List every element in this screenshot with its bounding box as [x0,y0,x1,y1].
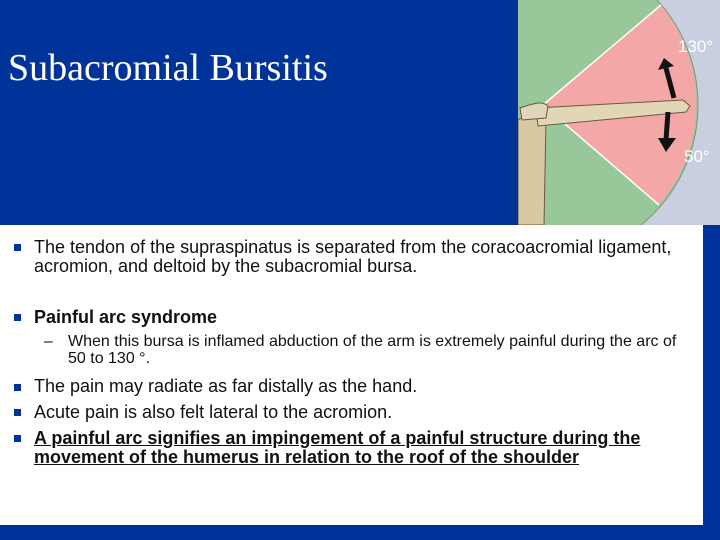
sub-bullet-dash: – [44,333,53,350]
torso-outline [518,113,546,225]
bullet-text: The pain may radiate as far distally as the hand. [34,376,418,396]
right-border [703,225,720,525]
slide-title: Subacromial Bursitis [8,47,328,89]
abduction-arc-figure [518,0,720,225]
angle-label-130: 130° [678,37,714,56]
bullet-marker [14,314,21,321]
bullet-marker [14,435,21,442]
bullet-marker [14,244,21,251]
bullet-text: The tendon of the supraspinatus is separated from the coracoacromial ligament, acromion, and deltoid by the subacromial bursa. [34,237,672,276]
angle-label-50: 50° [684,147,710,166]
bullet-text: Acute pain is also felt lateral to the acromion. [34,402,393,422]
arc-diagram [518,0,720,225]
arrow-down-icon [666,112,668,140]
bullet-text: A painful arc signifies an impingement of a painful structure during the movement of the humerus in relation to the roof of the shoulder [34,428,641,467]
sub-bullet-text: When this bursa is inflamed abduction of the arm is extremely painful during the arc of 50 to 130 °. [68,333,677,367]
bullet-text: Painful arc syndrome [34,307,218,327]
bullet-marker [14,384,21,391]
bullet-marker [14,409,21,416]
bottom-border [0,525,720,540]
